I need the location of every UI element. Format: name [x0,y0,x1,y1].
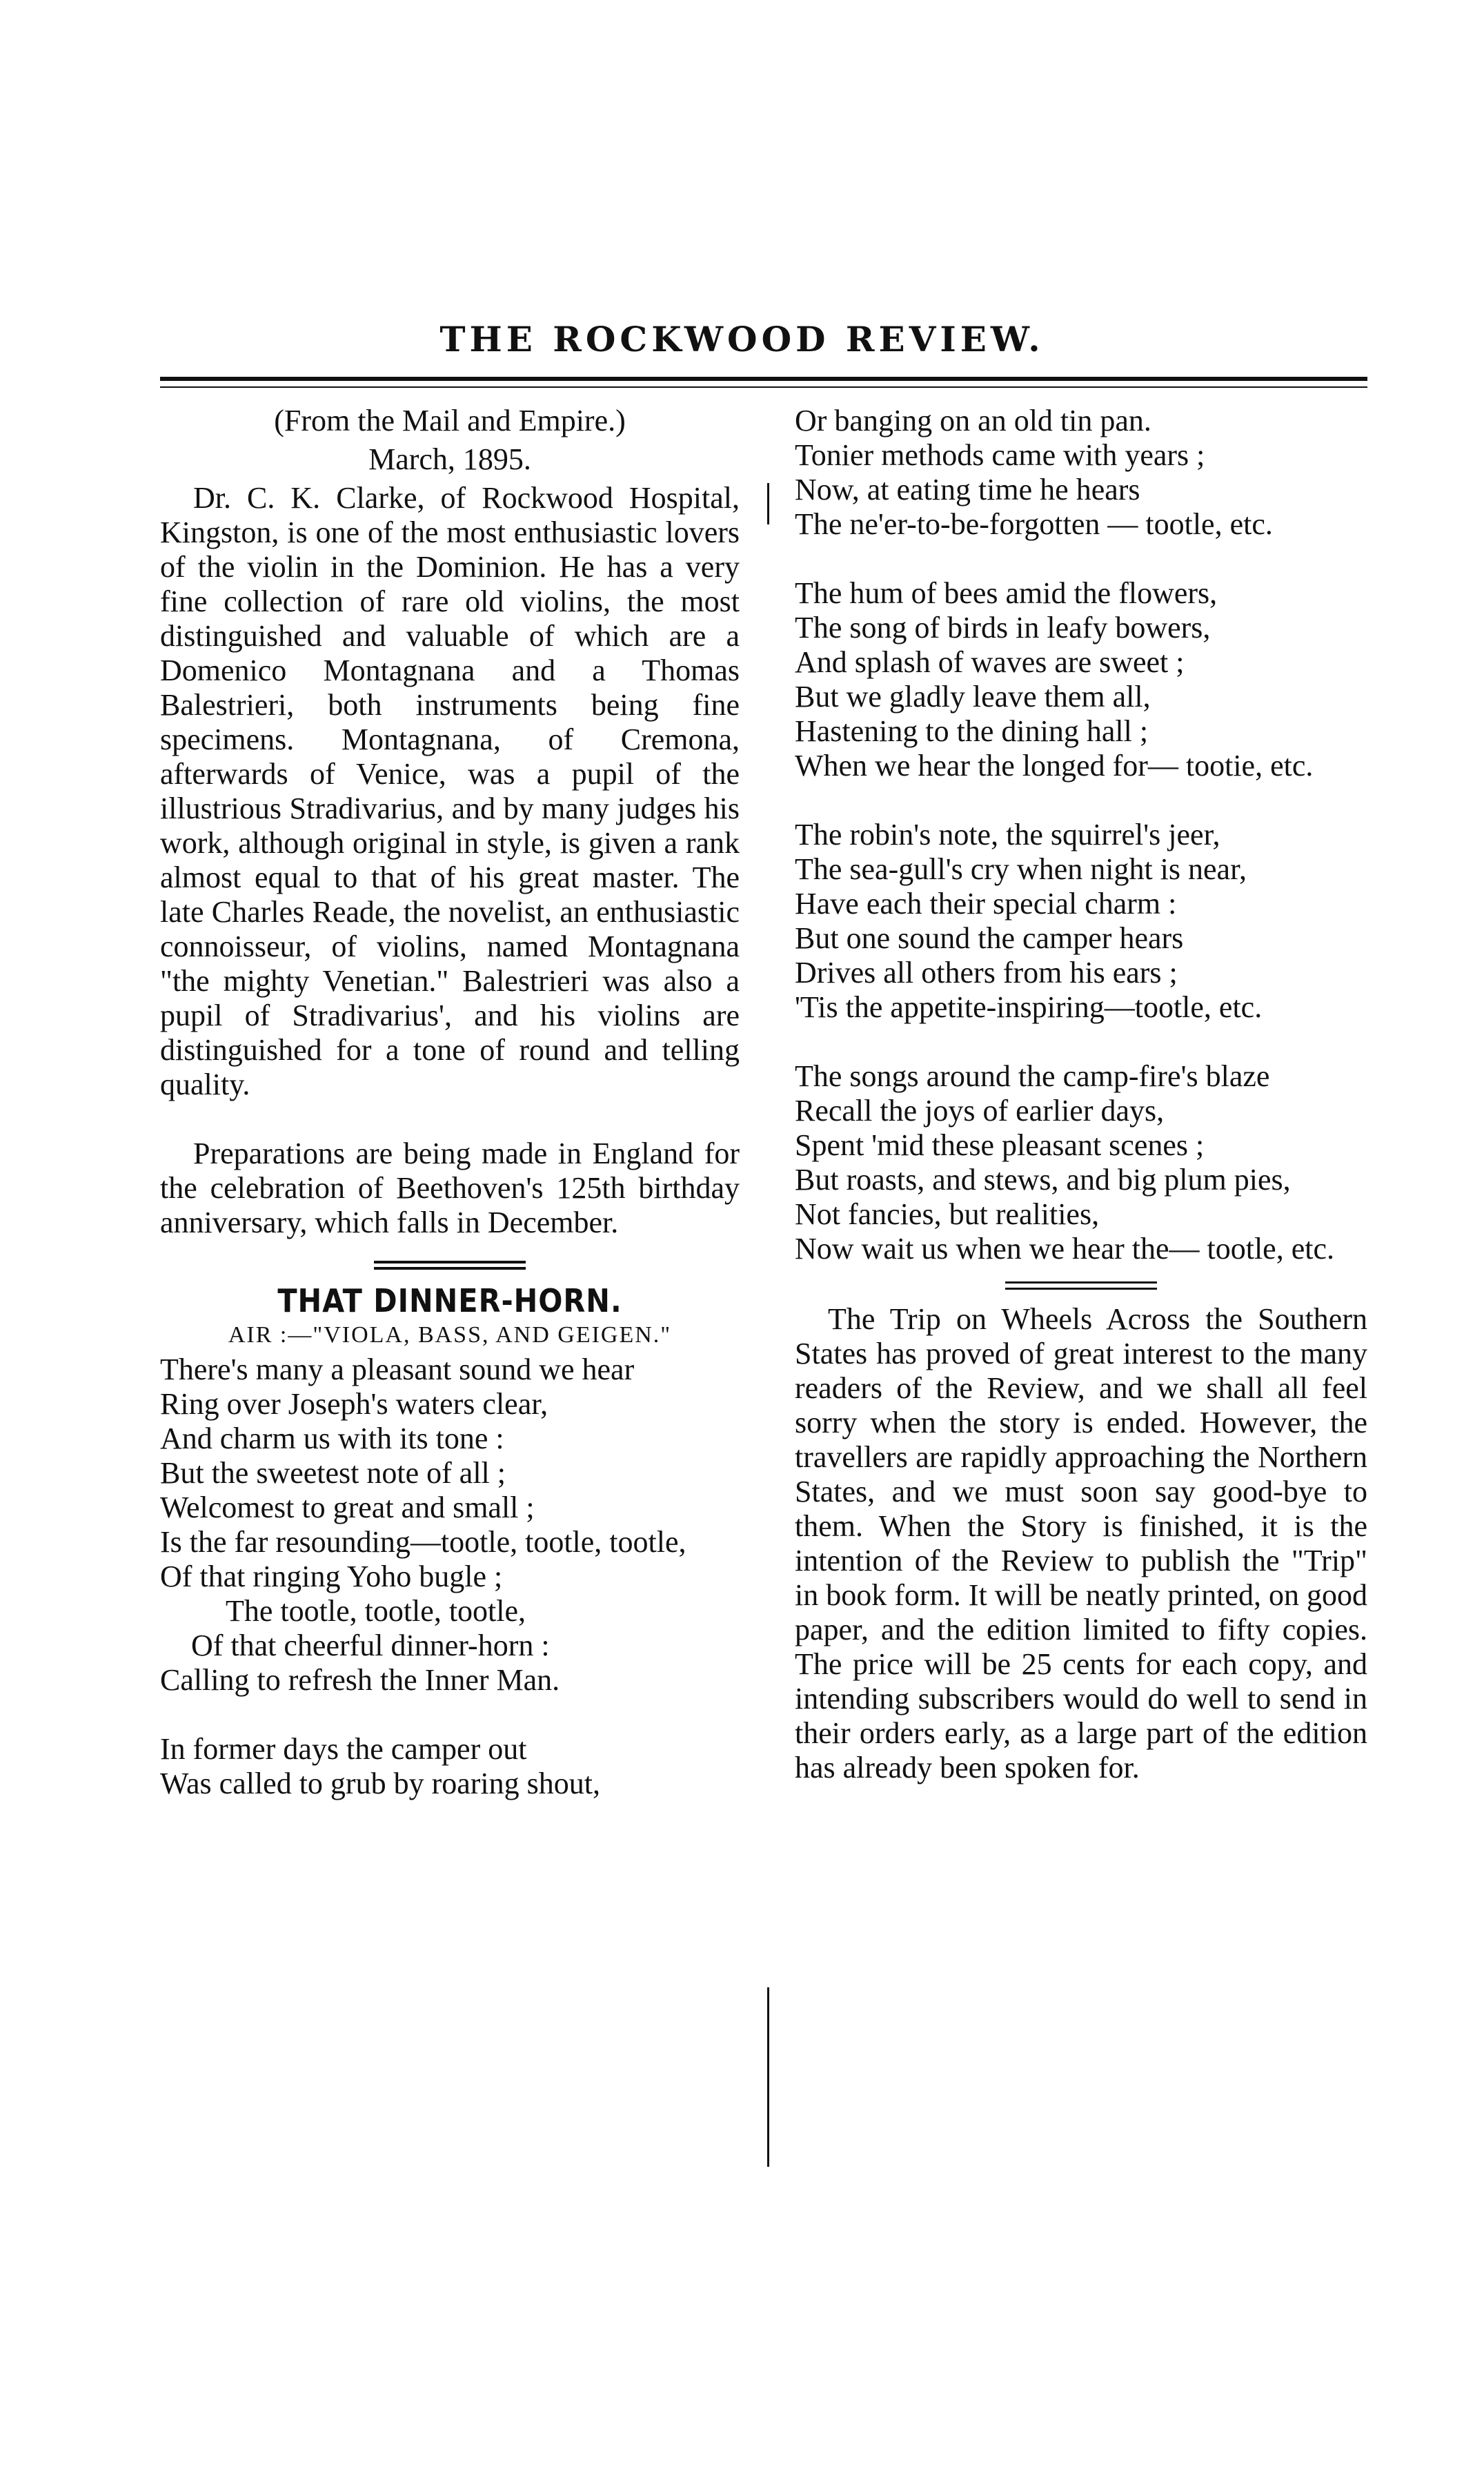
verse-line: Welcomest to great and small ; [160,1491,535,1524]
verse-line: When we hear the longed for— tootie, etc. [795,749,1314,783]
right-column [795,404,1367,1785]
verse-line: Recall the joys of earlier days, [795,1094,1165,1128]
verse-line: Was called to grub by roaring shout, [160,1767,600,1800]
column-separator-1 [767,483,769,524]
masthead-rule-thick [160,377,1367,381]
verse-line: Spent 'mid these pleasant scenes ; [795,1128,1205,1162]
refrain-line: The tootle, tootle, tootle, [226,1594,526,1628]
masthead-title: THE ROCKWOOD REVIEW. [439,319,1045,360]
verse-line: Of that ringing Yoho bugle ; [160,1560,503,1593]
poem-stanza-2 [160,1732,740,1801]
verse-line: Ring over Joseph's waters clear, [160,1387,548,1421]
verse-line: Or banging on an old tin pan. [795,404,1151,437]
verse-line: The sea-gull's cry when night is near, [795,852,1247,886]
verse-line: But we gladly leave them all, [795,680,1151,714]
verse-line: Hastening to the dining hall ; [795,714,1149,748]
verse-line: The song of birds in leafy bowers, [795,611,1211,645]
verse-line: The robin's note, the squirrel's jeer, [795,818,1220,852]
poem-stanza-2-cont [795,404,1367,542]
poem-stanza-5 [795,1059,1367,1266]
source-line: (From the Mail and Empire.) [274,404,626,437]
verse-line: Now wait us when we hear the— tootle, etc. [795,1232,1334,1266]
verse-line: But the sweetest note of all ; [160,1456,506,1490]
verse-line: There's many a pleasant sound we hear [160,1353,635,1386]
masthead-rule-thin [160,386,1367,388]
verse-line: 'Tis the appetite-inspiring—tootle, etc. [795,990,1263,1024]
verse-line: The songs around the camp-fire's blaze [795,1059,1270,1093]
article-date: March, 1895. [368,442,531,476]
refrain-line: Calling to refresh the Inner Man. [160,1663,560,1697]
section-divider [374,1261,526,1270]
verse-line: The ne'er-to-be-forgotten — tootle, etc. [795,507,1273,541]
refrain-line: Of that cheerful dinner-horn : [191,1629,550,1662]
left-column [160,404,740,1801]
verse-line: In former days the camper out [160,1732,527,1766]
poem-title: THAT DINNER-HORN. [277,1282,622,1319]
violin-article: Dr. C. K. Clarke, of Rockwood Hospital, Kingston, is one of the most enthusiastic lovers of the violin in the Dominion. He has a very fine collection of rare old violins, the most distinguished and valuable of which are a Domenico Montagnana and a Thomas Balestrieri, both instruments being fine specimens. Montagnana, of Cremona, afterwards of Venice, was a pupil of the illustrious Stradivarius, and by many judges his work, although original in style, is given a rank almost equal to that of his great master. The late Charles Reade, the novelist, an enthusiastic connoisseur, of violins, named Montagnana "the mighty Venetian." Balestrieri was also a pupil of Stradivarius', and his violins are distinguished for a tone of round and telling quality. [160,481,740,1101]
poem-air: AIR :—"VIOLA, BASS, AND GEIGEN." [228,1322,672,1348]
verse-line: Drives all others from his ears ; [795,956,1178,990]
verse-line: Is the far resounding—tootle, tootle, tootle, [160,1525,686,1559]
poem-stanza-3 [795,576,1367,783]
beethoven-article: Preparations are being made in England for the celebration of Beethoven's 125th birthday anniversary, which falls in December. [160,1137,740,1239]
column-separator-2 [767,1987,769,2167]
poem-stanza-4 [795,818,1367,1025]
verse-line: Have each their special charm : [795,887,1177,921]
verse-line: Tonier methods came with years ; [795,438,1205,472]
poem-stanza-1 [160,1353,740,1698]
verse-line: And splash of waves are sweet ; [795,645,1185,679]
trip-article: The Trip on Wheels Across the Southern States has proved of great interest to the many readers of the Review, and we shall all feel sorry when the story is ended. However, the travellers are rapidly approaching the Northern States, and we must soon say good-bye to them. When the Story is finished, it is the intention of the Review to publish the "Trip" in book form. It will be neatly printed, on good paper, and the edition limited to fifty copies. The price will be 25 cents for each copy, and intending subscribers would do well to send in their orders early, as a large part of the edition has already been spoken for. [795,1302,1367,1784]
verse-line: The hum of bees amid the flowers, [795,576,1218,610]
verse-line: Not fancies, but realities, [795,1197,1100,1231]
verse-line: And charm us with its tone : [160,1422,504,1455]
verse-line: But one sound the camper hears [795,921,1184,955]
section-divider [1005,1281,1157,1290]
verse-line: But roasts, and stews, and big plum pies, [795,1163,1291,1197]
verse-line: Now, at eating time he hears [795,473,1140,507]
